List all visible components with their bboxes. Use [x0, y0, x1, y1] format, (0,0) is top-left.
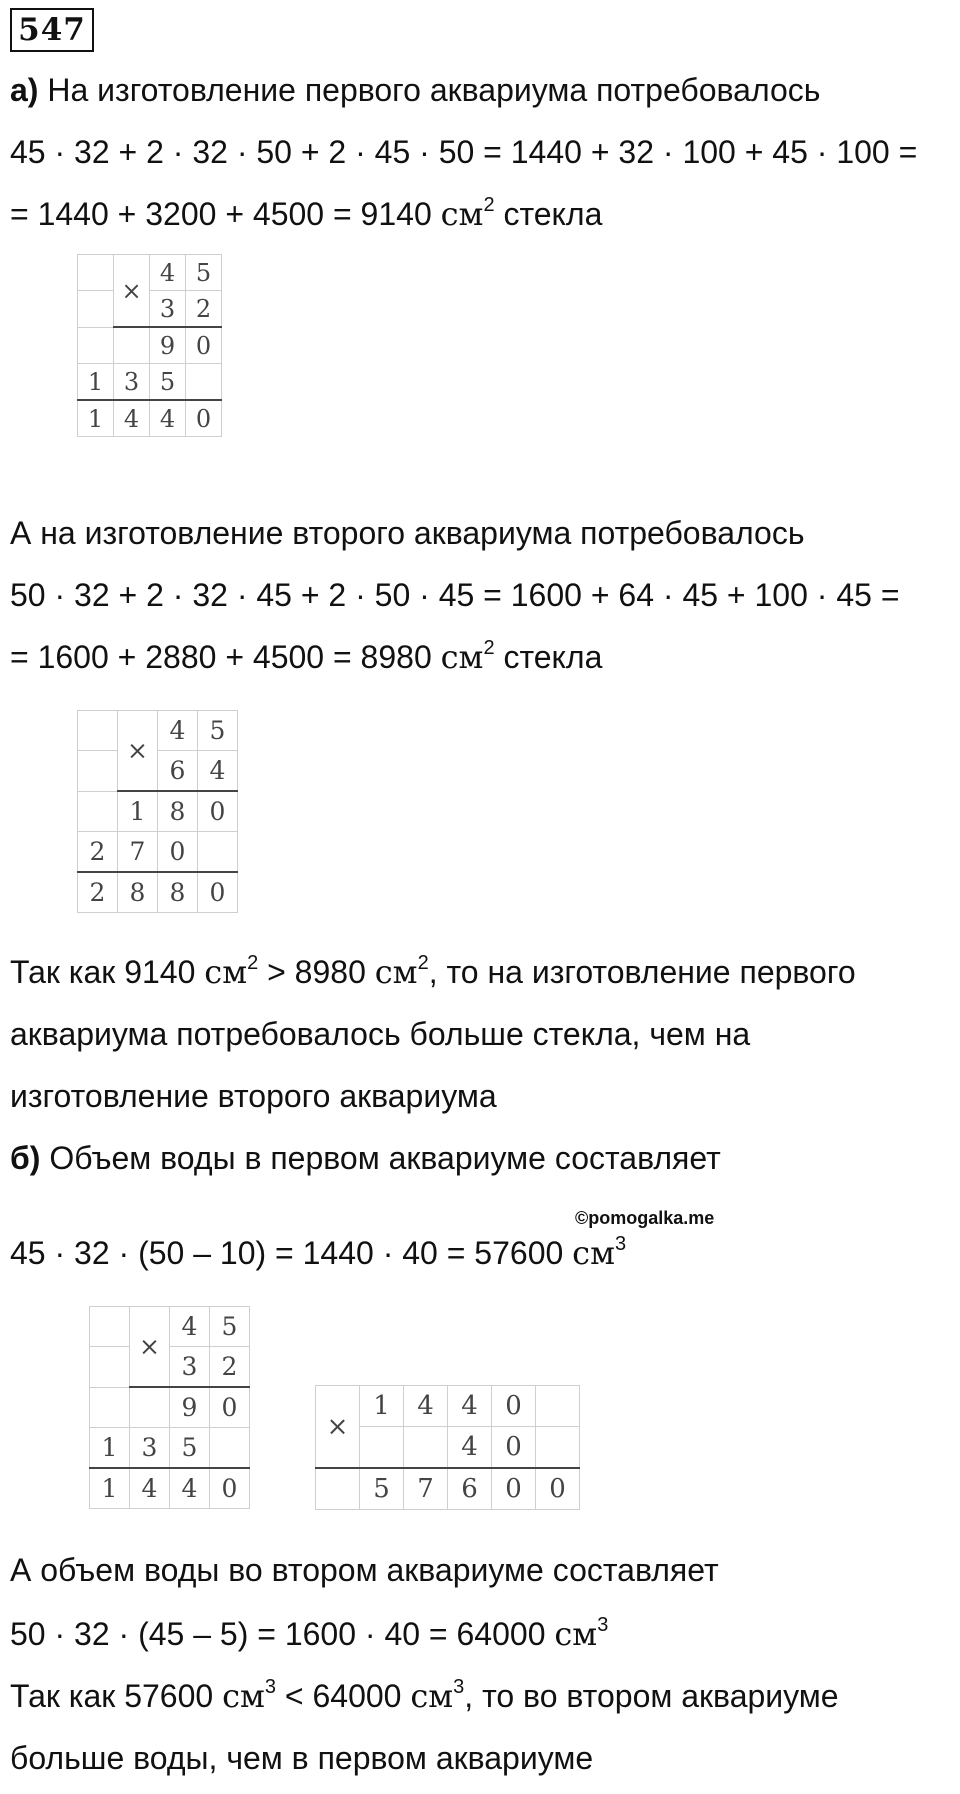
grid-cell: 3: [114, 364, 150, 401]
grid-cell: 0: [198, 791, 238, 832]
grid-cell: 4: [114, 400, 150, 437]
grid-cell: 8: [158, 791, 198, 832]
grid-cell: [198, 832, 238, 873]
grid-row: [90, 1468, 250, 1509]
grid-row: [78, 832, 238, 873]
grid-row: [78, 400, 222, 437]
grid-cell: [78, 327, 114, 364]
unit-cm: см: [410, 1677, 454, 1715]
grid-cell: 4: [150, 400, 186, 437]
grid-cell: [536, 1386, 580, 1427]
grid-cell: 4: [404, 1386, 448, 1427]
mult-grid-1440x40: [315, 1385, 580, 1510]
grid-row: [78, 364, 222, 401]
grid-cell: 0: [198, 872, 238, 913]
grid-cell: [360, 1427, 404, 1469]
grid-row: [78, 291, 222, 328]
part-a-intro-text: На изготовление первого аквариума потребовалось: [38, 72, 821, 108]
times-sign: ×: [316, 1386, 360, 1469]
times-sign: ×: [118, 711, 158, 792]
grid-cell: 2: [186, 291, 222, 328]
grid-cell: 3: [170, 1347, 210, 1388]
calc-text: 50 · 32 · (45 – 5) = 1600 · 40 = 64000: [10, 1616, 555, 1652]
grid-cell: 0: [186, 400, 222, 437]
grid-cell: [114, 327, 150, 364]
grid-cell: 8: [118, 872, 158, 913]
grid-row: [78, 327, 222, 364]
grid-cell: 4: [158, 711, 198, 751]
grid-row: [90, 1307, 250, 1347]
grid-cell: [78, 255, 114, 291]
grid-row: [78, 791, 238, 832]
grid-cell: [90, 1387, 130, 1428]
grid-row: [316, 1386, 580, 1427]
compare-text: Так как 9140: [10, 954, 205, 990]
grid-cell: 4: [130, 1468, 170, 1509]
watermark: ©pomogalka.me: [575, 1208, 715, 1228]
unit-cm: см: [222, 1677, 265, 1715]
part-b-calc1: [10, 1233, 626, 1273]
part-a-compare-line1: [10, 952, 856, 992]
part-b-intro2: А объем воды во втором аквариуме составляет: [10, 1552, 719, 1588]
calc-text: 45 · 32 · (50 – 10) = 1440 · 40 = 57600: [10, 1235, 573, 1271]
grid-cell: [90, 1347, 130, 1388]
grid-cell: 4: [448, 1427, 492, 1469]
unit-cm: см: [204, 953, 248, 991]
grid-cell: [404, 1427, 448, 1469]
grid-cell: 4: [170, 1468, 210, 1509]
part-a-calc1-line2: [10, 194, 602, 234]
exponent: 2: [483, 194, 495, 217]
grid-cell: 7: [118, 832, 158, 873]
grid-cell: [186, 364, 222, 401]
compare-text: , то на изготовление первого: [428, 954, 856, 990]
grid-cell: [78, 791, 118, 832]
mult-grid-45x32-b: [89, 1306, 250, 1509]
grid-cell: 0: [186, 327, 222, 364]
calc-text: = 1440 + 3200 + 4500 = 9140: [10, 196, 441, 232]
grid-cell: 0: [210, 1387, 250, 1428]
grid-cell: 1: [78, 400, 114, 437]
grid-cell: 2: [78, 832, 118, 873]
grid-cell: [78, 751, 118, 792]
part-b-compare-line1: [10, 1676, 839, 1716]
grid-cell: 5: [360, 1468, 404, 1510]
times-sign: ×: [114, 255, 150, 328]
grid-cell: 8: [158, 872, 198, 913]
exponent: 3: [614, 1233, 627, 1256]
grid-cell: 9: [170, 1387, 210, 1428]
grid-cell: 1: [90, 1468, 130, 1509]
grid-cell: 9: [150, 327, 186, 364]
grid-row: [90, 1347, 250, 1388]
part-a-calc2-line1: 50 · 32 + 2 · 32 · 45 + 2 · 50 · 45 = 1600 + 64 · 45 + 100 · 45 =: [10, 577, 900, 613]
mult-grid-45x64: [77, 710, 238, 913]
grid-cell: 4: [448, 1386, 492, 1427]
compare-text: , то во втором аквариуме: [464, 1678, 839, 1714]
grid-cell: 0: [536, 1468, 580, 1510]
unit-cm: см: [374, 953, 418, 991]
mult-grid-45x32: [77, 254, 222, 437]
unit-cm: см: [572, 1234, 615, 1272]
unit-cm: см: [440, 638, 484, 676]
grid-row: [78, 751, 238, 792]
grid-cell: [78, 711, 118, 751]
grid-cell: [536, 1427, 580, 1469]
compare-text: Так как 57600: [10, 1678, 223, 1714]
grid-cell: 0: [492, 1427, 536, 1469]
part-a-calc2-line2: [10, 637, 602, 677]
grid-cell: 4: [150, 255, 186, 291]
exponent: 2: [483, 637, 495, 660]
grid-cell: 0: [492, 1386, 536, 1427]
grid-row: [316, 1468, 580, 1510]
task-number: 547: [10, 8, 94, 52]
grid-cell: 4: [198, 751, 238, 792]
part-b-intro-text: Объем воды в первом аквариуме составляет: [40, 1140, 721, 1176]
times-sign: ×: [130, 1307, 170, 1388]
calc-text: = 1600 + 2880 + 4500 = 8980: [10, 639, 441, 675]
exponent: 3: [264, 1676, 276, 1699]
unit-cm: см: [554, 1615, 598, 1653]
grid-cell: 0: [210, 1468, 250, 1509]
grid-cell: 1: [90, 1428, 130, 1469]
grid-cell: 2: [78, 872, 118, 913]
part-a-intro: [10, 70, 820, 110]
exponent: 3: [597, 1614, 609, 1637]
part-a-label: а): [10, 72, 39, 108]
word-glass: стекла: [494, 639, 603, 675]
part-b-compare-line2: больше воды, чем в первом аквариуме: [10, 1740, 594, 1776]
grid-cell: 1: [360, 1386, 404, 1427]
grid-cell: 5: [186, 255, 222, 291]
grid-row: [78, 711, 238, 751]
grid-row: [78, 255, 222, 291]
grid-cell: 2: [210, 1347, 250, 1388]
grid-cell: 0: [158, 832, 198, 873]
grid-cell: 5: [150, 364, 186, 401]
grid-row: [90, 1428, 250, 1469]
grid-cell: 6: [158, 751, 198, 792]
grid-cell: 5: [198, 711, 238, 751]
compare-text: > 8980: [258, 954, 375, 990]
grid-cell: [130, 1387, 170, 1428]
part-b-calc2: [10, 1614, 608, 1654]
grid-cell: 0: [492, 1468, 536, 1510]
part-a-intro2: А на изготовление второго аквариума потребовалось: [10, 515, 805, 551]
part-a-compare-line2: аквариума потребовалось больше стекла, чем на: [10, 1016, 751, 1052]
part-b-label: б): [10, 1140, 41, 1176]
grid-cell: 1: [118, 791, 158, 832]
grid-cell: [78, 291, 114, 328]
part-a-compare-line3: изготовление второго аквариума: [10, 1078, 497, 1114]
grid-cell: 5: [210, 1307, 250, 1347]
grid-row: [78, 872, 238, 913]
exponent: 2: [417, 952, 429, 975]
grid-cell: 4: [170, 1307, 210, 1347]
grid-cell: 1: [78, 364, 114, 401]
grid-cell: 5: [170, 1428, 210, 1469]
exponent: 2: [247, 952, 259, 975]
part-a-calc1-line1: 45 · 32 + 2 · 32 · 50 + 2 · 45 · 50 = 1440 + 32 · 100 + 45 · 100 =: [10, 134, 918, 170]
grid-cell: [90, 1307, 130, 1347]
compare-text: < 64000: [276, 1678, 411, 1714]
exponent: 3: [453, 1676, 465, 1699]
grid-row: [90, 1387, 250, 1428]
grid-cell: [316, 1468, 360, 1510]
unit-cm: см: [440, 195, 484, 233]
word-glass: стекла: [494, 196, 603, 232]
part-b-intro: [10, 1138, 721, 1178]
grid-cell: 7: [404, 1468, 448, 1510]
grid-cell: 3: [130, 1428, 170, 1469]
grid-cell: 3: [150, 291, 186, 328]
grid-cell: 6: [448, 1468, 492, 1510]
grid-cell: [210, 1428, 250, 1469]
